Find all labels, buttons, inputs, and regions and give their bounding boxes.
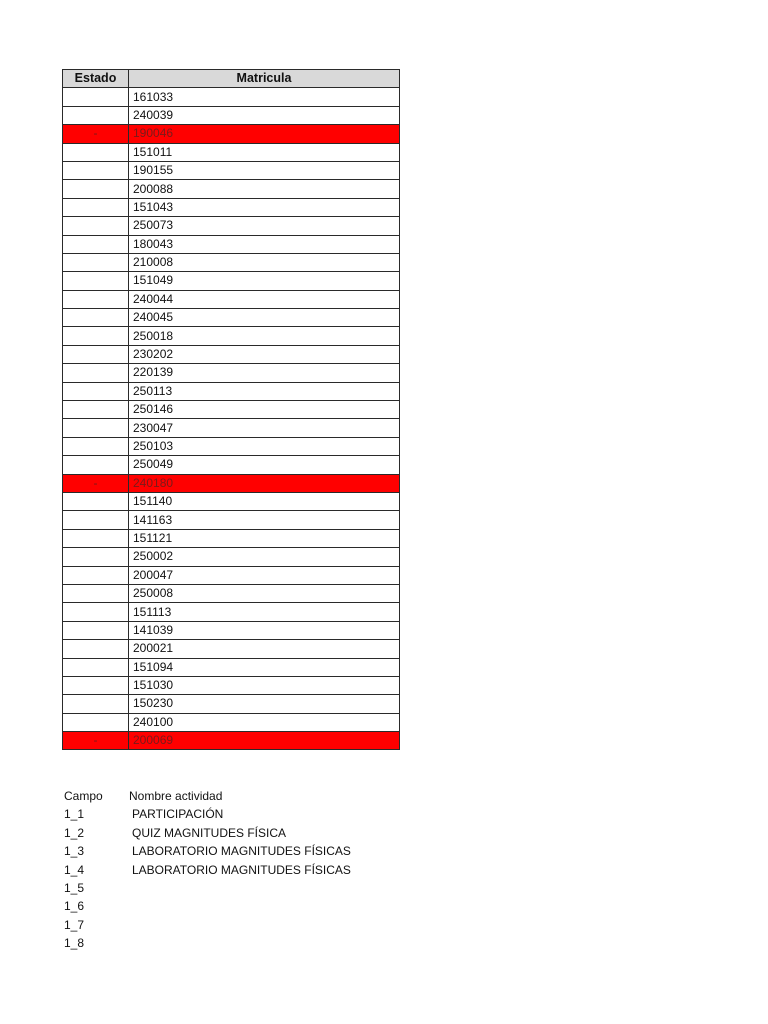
estado-cell (63, 676, 129, 694)
table-row (63, 529, 400, 547)
matricula-cell: 240180 (129, 474, 400, 492)
matricula-cell: 200047 (129, 566, 400, 584)
estado-cell (63, 456, 129, 474)
table-row (63, 658, 400, 676)
campo-code: 1_2 (64, 825, 85, 840)
matricula-cell: 180043 (129, 235, 400, 253)
campo-row (64, 916, 351, 934)
estado-cell (63, 437, 129, 455)
table-row (63, 143, 400, 161)
table-row (63, 548, 400, 566)
estado-cell (63, 198, 129, 216)
campo-code: 1_1 (64, 807, 85, 822)
matricula-cell: 240100 (129, 713, 400, 731)
table-row (63, 217, 400, 235)
matricula-cell: 151030 (129, 676, 400, 694)
estado-cell: - (63, 732, 129, 750)
matricula-cell: 250146 (129, 401, 400, 419)
estado-cell (63, 235, 129, 253)
matricula-cell: 240044 (129, 290, 400, 308)
matricula-cell: 250002 (129, 548, 400, 566)
activity-name (129, 879, 132, 897)
estado-cell (63, 88, 129, 106)
estado-cell (63, 529, 129, 547)
activity-name (129, 897, 132, 915)
table-row (63, 88, 400, 106)
activity-name: LABORATORIO MAGNITUDES FÍSICAS (132, 844, 351, 859)
estado-cell (63, 548, 129, 566)
table-row (63, 382, 400, 400)
matricula-cell: 151140 (129, 492, 400, 510)
campo-code: 1_5 (64, 880, 85, 895)
campo-code: 1_7 (64, 917, 85, 932)
estado-cell (63, 272, 129, 290)
campo-row (64, 879, 351, 897)
campo-code: 1_8 (64, 936, 85, 951)
table-row (63, 640, 400, 658)
activity-name (129, 916, 132, 934)
table-header-row (63, 70, 400, 88)
campo-row (64, 805, 351, 823)
table-row (63, 161, 400, 179)
estado-cell (63, 584, 129, 602)
table-row (63, 327, 400, 345)
matricula-cell: 250049 (129, 456, 400, 474)
table-row (63, 456, 400, 474)
table-row (63, 492, 400, 510)
table-row (63, 309, 400, 327)
matricula-cell: 151094 (129, 658, 400, 676)
matricula-cell: 200069 (129, 732, 400, 750)
matricula-cell: 161033 (129, 88, 400, 106)
activity-name (129, 934, 132, 952)
estado-cell (63, 161, 129, 179)
campo-header: Campo (64, 789, 103, 803)
estado-cell (63, 419, 129, 437)
table-row (63, 437, 400, 455)
estado-cell (63, 253, 129, 271)
campo-code: 1_4 (64, 862, 85, 877)
matricula-cell: 250103 (129, 437, 400, 455)
matricula-cell: 190046 (129, 125, 400, 143)
estado-cell (63, 640, 129, 658)
estado-cell (63, 290, 129, 308)
estado-cell (63, 603, 129, 621)
table-row (63, 584, 400, 602)
table-row (63, 272, 400, 290)
estado-cell (63, 511, 129, 529)
matricula-cell: 250073 (129, 217, 400, 235)
estado-cell (63, 143, 129, 161)
campo-row (64, 934, 351, 952)
matricula-cell: 240039 (129, 106, 400, 124)
table-row (63, 566, 400, 584)
matricula-cell: 151049 (129, 272, 400, 290)
estado-cell (63, 695, 129, 713)
estado-cell: - (63, 125, 129, 143)
matricula-cell: 200021 (129, 640, 400, 658)
table-row (63, 401, 400, 419)
table-row (63, 106, 400, 124)
activity-name: QUIZ MAGNITUDES FÍSICA (132, 825, 287, 840)
matricula-cell: 141163 (129, 511, 400, 529)
estado-cell (63, 658, 129, 676)
matricula-cell: 240045 (129, 309, 400, 327)
table-row (63, 235, 400, 253)
table-row (63, 198, 400, 216)
table-row (63, 603, 400, 621)
estado-cell (63, 106, 129, 124)
estado-cell (63, 401, 129, 419)
estado-cell (63, 566, 129, 584)
activity-name: PARTICIPACIÓN (132, 807, 224, 822)
matricula-table (62, 69, 400, 750)
table-row (63, 180, 400, 198)
matricula-cell: 250008 (129, 584, 400, 602)
matricula-cell: 230202 (129, 345, 400, 363)
estado-cell (63, 345, 129, 363)
estado-cell: - (63, 474, 129, 492)
table-row (63, 621, 400, 639)
estado-cell (63, 713, 129, 731)
table-row (63, 419, 400, 437)
campos-body (64, 805, 351, 952)
estado-cell (63, 382, 129, 400)
table-row (63, 345, 400, 363)
matricula-cell: 210008 (129, 253, 400, 271)
table-body (63, 88, 400, 750)
matricula-cell: 200088 (129, 180, 400, 198)
matricula-cell: 230047 (129, 419, 400, 437)
estado-cell (63, 621, 129, 639)
campo-row (64, 824, 351, 842)
table-row (63, 511, 400, 529)
matricula-cell: 151121 (129, 529, 400, 547)
matricula-cell: 250113 (129, 382, 400, 400)
estado-cell (63, 217, 129, 235)
campo-row (64, 897, 351, 915)
estado-cell (63, 364, 129, 382)
campo-code: 1_3 (64, 844, 85, 859)
nombre-actividad-header: Nombre actividad (129, 789, 223, 803)
table-row (63, 290, 400, 308)
estado-cell (63, 180, 129, 198)
matricula-cell: 151113 (129, 603, 400, 621)
matricula-cell: 190155 (129, 161, 400, 179)
table-row (63, 695, 400, 713)
table-row (63, 364, 400, 382)
estado-cell (63, 309, 129, 327)
campo-row (64, 842, 351, 860)
table-row (63, 676, 400, 694)
matricula-cell: 220139 (129, 364, 400, 382)
estado-header: Estado (63, 70, 129, 88)
campo-row (64, 861, 351, 879)
matricula-cell: 150230 (129, 695, 400, 713)
matricula-cell: 151011 (129, 143, 400, 161)
table-row (63, 125, 400, 143)
campos-header-row (64, 787, 351, 805)
estado-cell (63, 492, 129, 510)
matricula-cell: 151043 (129, 198, 400, 216)
table-row (63, 732, 400, 750)
estado-cell (63, 327, 129, 345)
table-row (63, 474, 400, 492)
table-row (63, 713, 400, 731)
table-row (63, 253, 400, 271)
campos-list (64, 787, 351, 953)
campo-code: 1_6 (64, 899, 85, 914)
matricula-cell: 141039 (129, 621, 400, 639)
activity-name: LABORATORIO MAGNITUDES FÍSICAS (132, 862, 351, 877)
matricula-cell: 250018 (129, 327, 400, 345)
matricula-header: Matricula (129, 70, 400, 88)
